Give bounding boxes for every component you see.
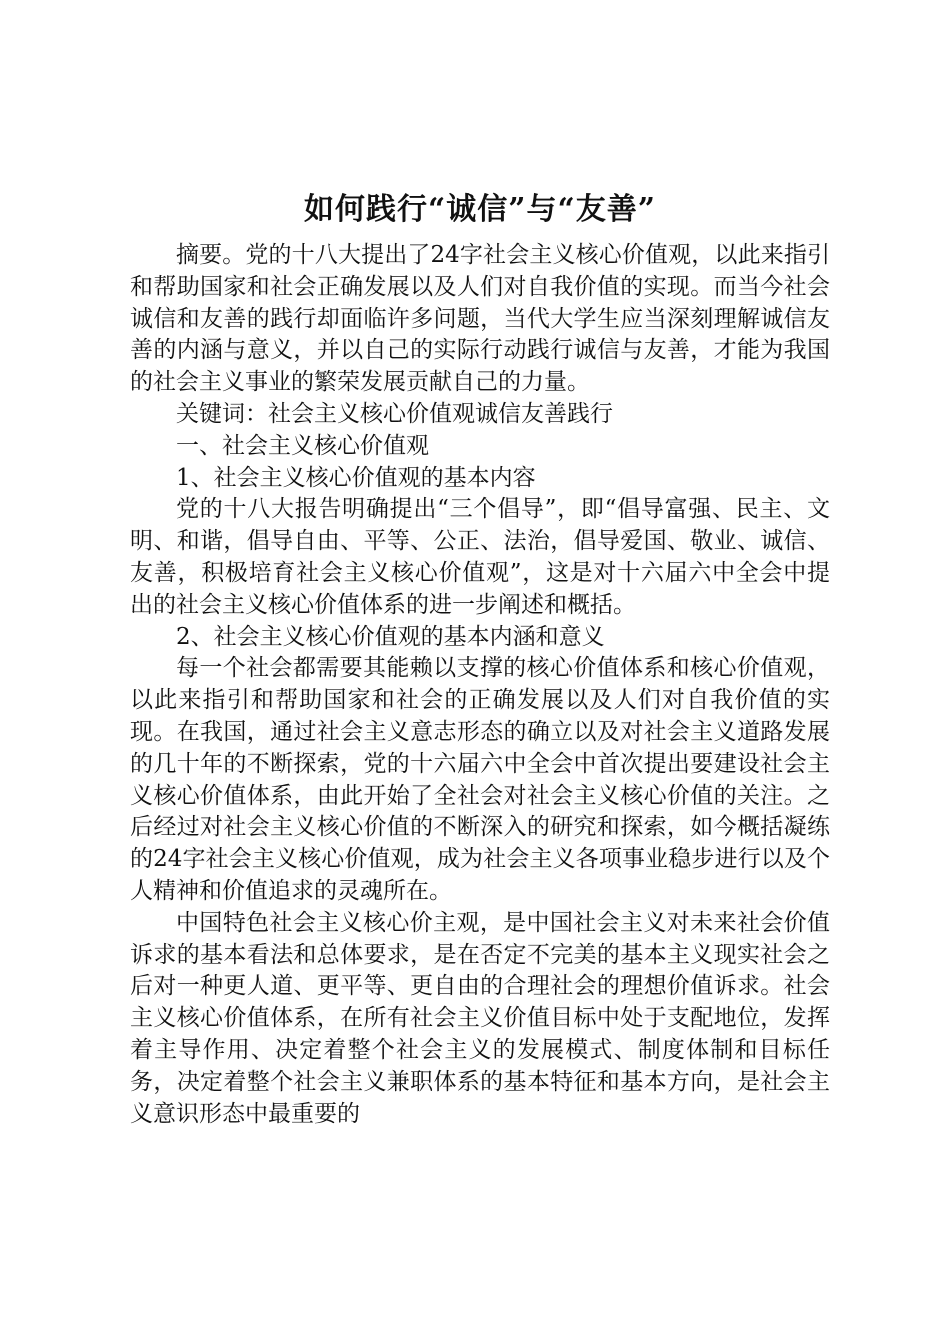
body-paragraph: 党的十八大报告明确提出“三个倡导”，即“倡导富强、民主、文明、和谐，倡导自由、平等、公正、法治，倡导爱国、敬业、诚信、友善，积极培育社会主义核心价值观”，这是对十六届六中全会中提出的社会主义核心价值体系的进一步阐述和概括。: [130, 496, 830, 618]
body-paragraph: 每一个社会都需要其能赖以支撑的核心价值体系和核心价值观，以此来指引和帮助国家和社会的正确发展以及人们对自我价值的实现。在我国，通过社会主义意志形态的确立以及对社会主义道路发展的几十年的不断探索，党的十六届六中全会中首次提出要建设社会主义核心价值体系，由此开始了全社会对社会主义核心价值的关注。之后经过对社会主义核心价值的不断深入的研究和探索，如今概括凝练的24字社会主义核心价值观，成为社会主义各项事业稳步进行以及个人精神和价值追求的灵魂所在。: [130, 655, 830, 904]
subsection-heading: 1、社会主义核心价值观的基本内容: [176, 464, 536, 491]
subsection-heading: 2、社会主义核心价值观的基本内涵和意义: [176, 623, 605, 650]
section-heading: 一、社会主义核心价值观: [176, 432, 429, 459]
document-page: [130, 188, 830, 1130]
abstract-paragraph: 摘要。党的十八大提出了24字社会主义核心价值观，以此来指引和帮助国家和社会正确发展以及人们对自我价值的实现。而当今社会诚信和友善的践行却面临许多问题，当代大学生应当深刻理解诚信友善的内涵与意义，并以自己的实际行动践行诚信与友善，才能为我国的社会主义事业的繁荣发展贡献自己的力量。: [130, 242, 830, 396]
keywords-line: 关键词：社会主义核心价值观诚信友善践行: [176, 400, 613, 427]
body-paragraph: 中国特色社会主义核心价主观，是中国社会主义对未来社会价值诉求的基本看法和总体要求，是在否定不完美的基本主义现实社会之后对一种更人道、更平等、更自由的合理社会的理想价值诉求。社会主义核心价值体系，在所有社会主义价值目标中处于支配地位，发挥着主导作用、决定着整个社会主义的发展模式、制度体制和目标任务，决定着整个社会主义兼职体系的基本特征和基本方向，是社会主义意识形态中最重要的: [130, 909, 830, 1127]
document-title: 如何践行“诚信”与“友善”: [303, 192, 657, 227]
